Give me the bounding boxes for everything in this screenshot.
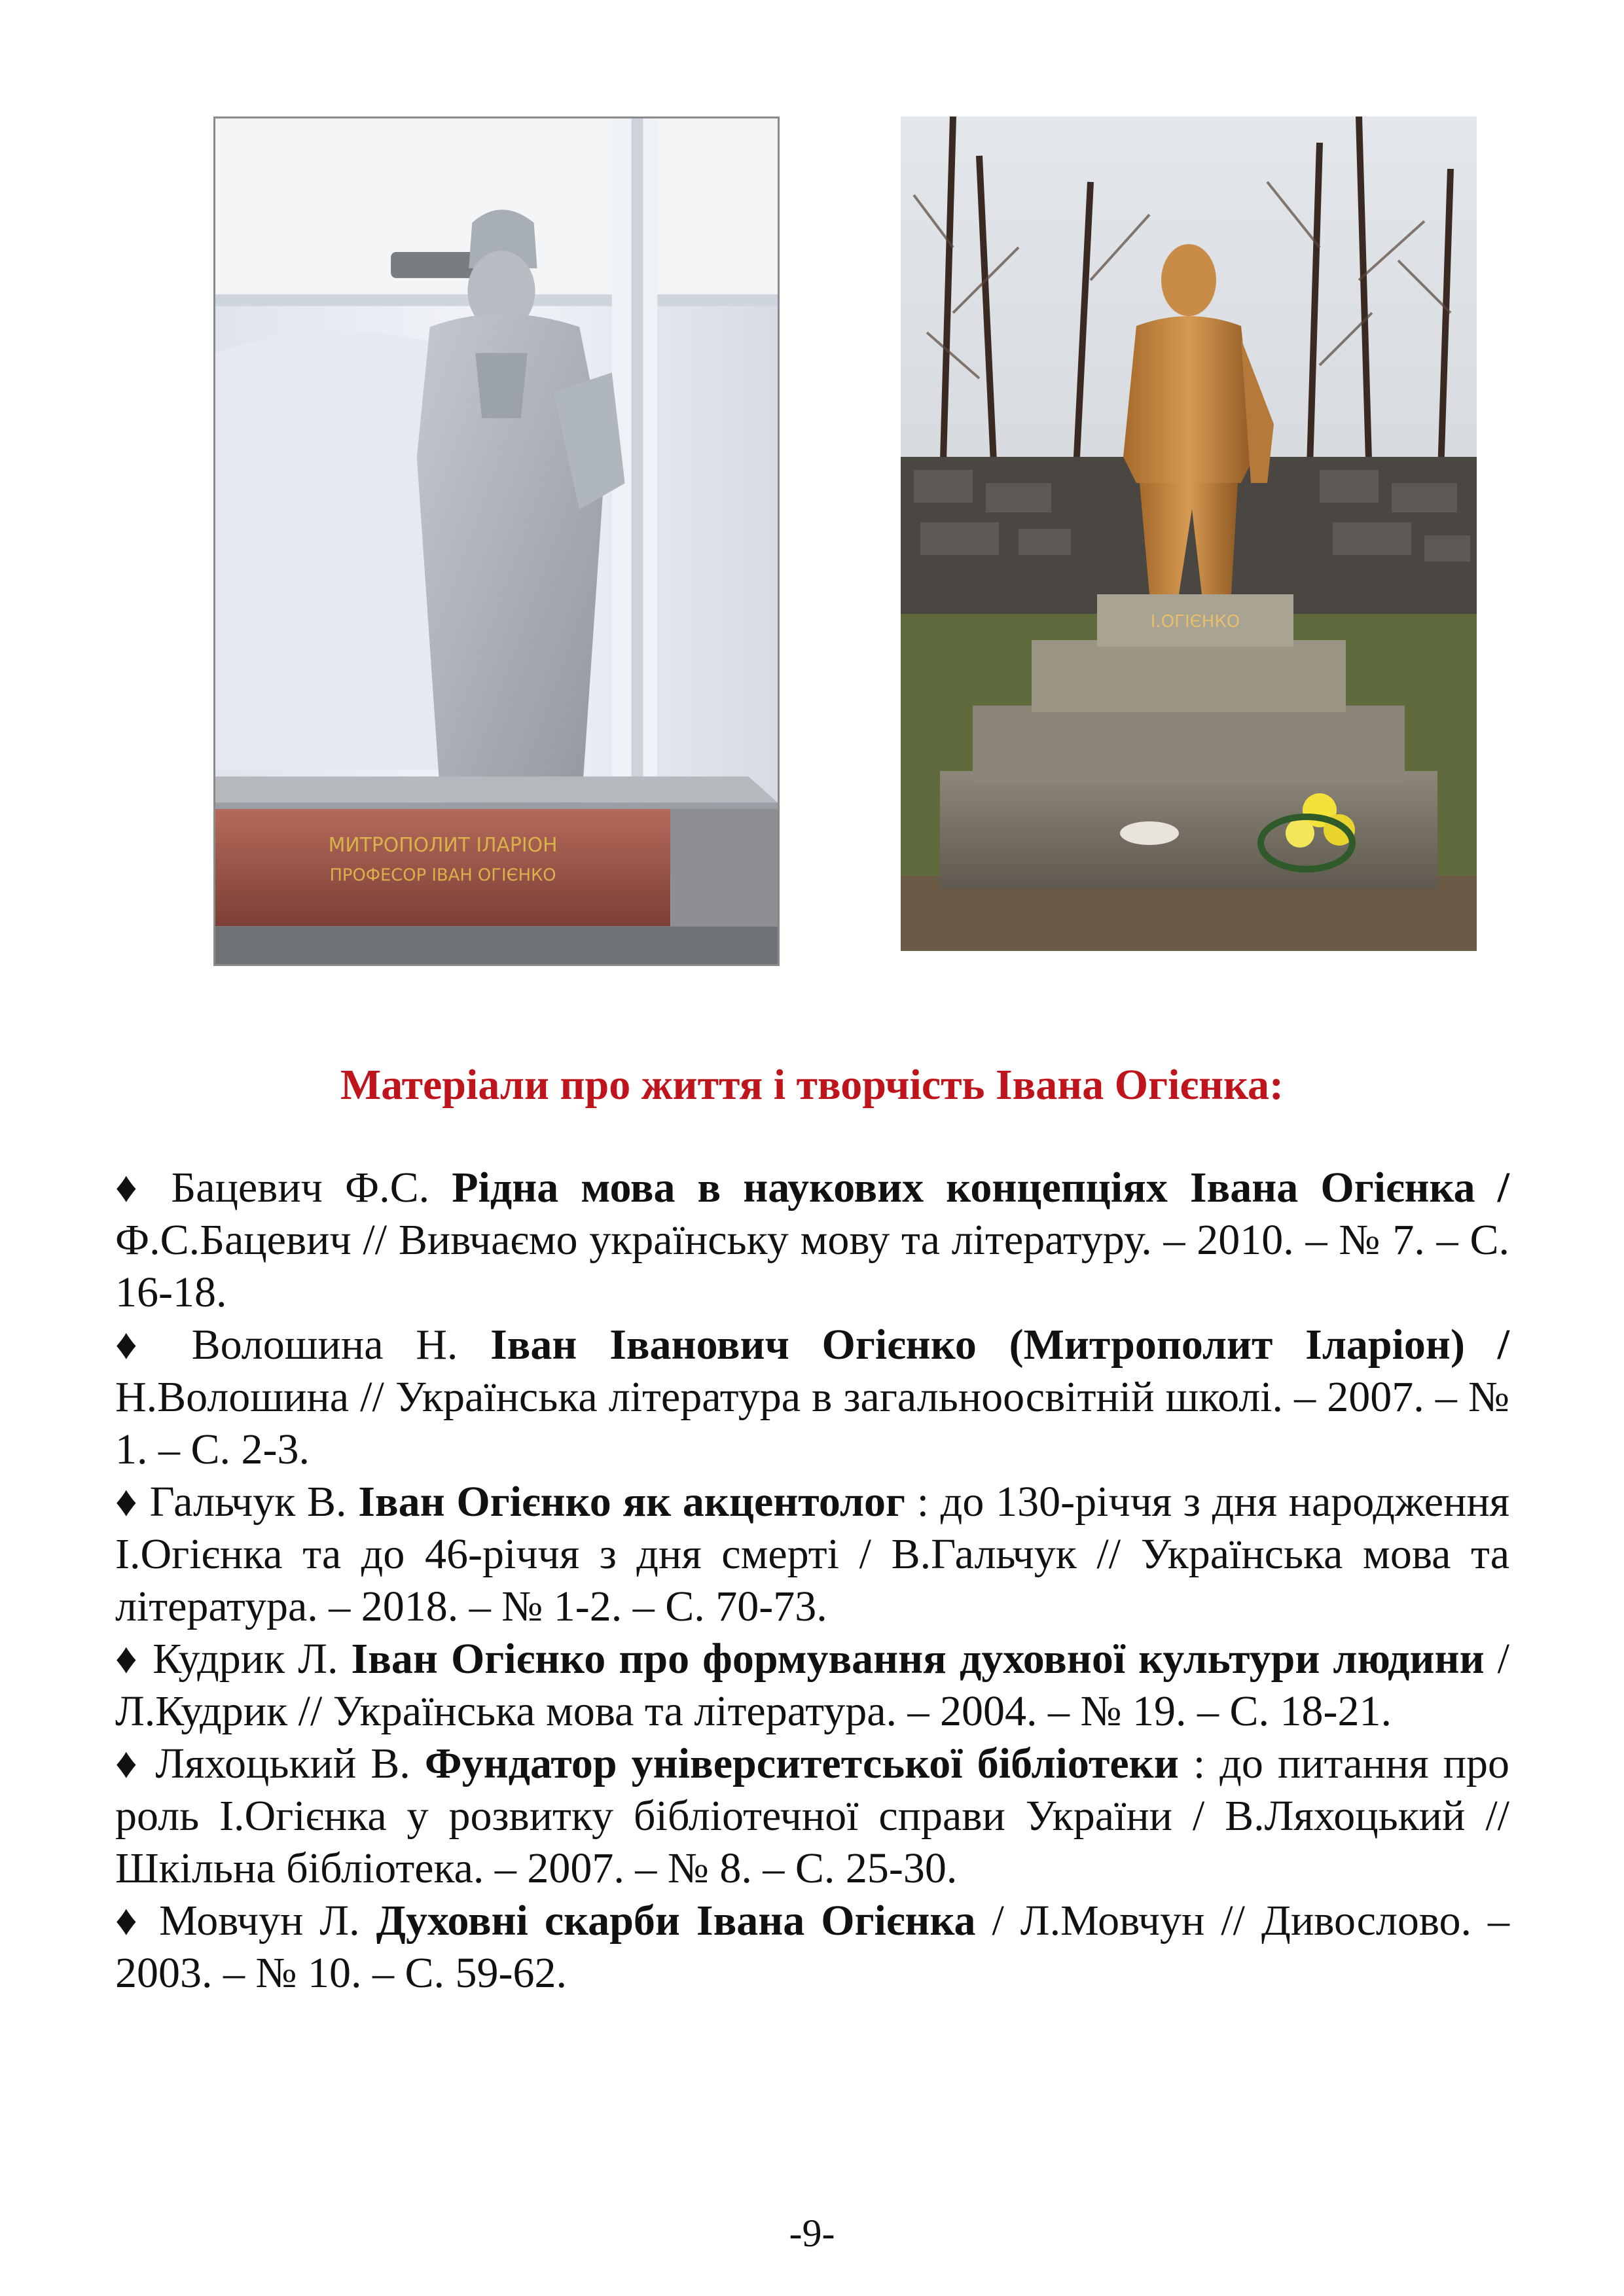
bullet-icon: ♦: [115, 1321, 159, 1369]
section-heading: Матеріали про життя і творчість Івана Огієнка:: [340, 1061, 1284, 1109]
bullet-icon: ♦: [115, 1740, 141, 1787]
entry-author: Мовчун Л.: [159, 1897, 360, 1945]
pedestal-inscription-line2: ПРОФЕСОР ІВАН ОГІЄНКО: [329, 865, 556, 886]
bibliography-entry: [115, 1633, 1509, 1738]
entry-author: Кудрик Л.: [153, 1635, 338, 1683]
entry-title: Іван Іванович Огієнко (Митрополит Іларіон) /: [490, 1321, 1509, 1369]
bibliography-entry: [115, 1738, 1509, 1895]
entry-author: Ляхоцький В.: [155, 1740, 410, 1787]
entry-details: Н.Волошина // Українська література в загальноосвітній школі. – 2007. – № 1. – С. 2-3.: [115, 1373, 1509, 1473]
entry-title: Іван Огієнко як акцентолог: [358, 1478, 905, 1526]
entry-details: : до питання про роль І.Огієнка у розвитку бібліотечної справи України / В.Ляхоцький // Шкільна бібліотека. – 2007. – № 8. – С. 25-30.: [115, 1740, 1510, 1892]
entry-title: Фундатор університетської бібліотеки: [424, 1740, 1179, 1787]
bullet-icon: ♦: [115, 1635, 140, 1683]
bullet-icon: ♦: [115, 1478, 138, 1526]
entry-details: / Л.Мовчун // Дивослово. – 2003. – № 10. – С. 59-62.: [115, 1897, 1510, 1997]
monument-photo-ilarion: [213, 117, 780, 966]
bibliography-entry: [115, 1476, 1509, 1633]
entry-author: Волошина Н.: [191, 1321, 458, 1369]
entry-details: / Л.Кудрик // Українська мова та література. – 2004. – № 19. – С. 18-21.: [115, 1635, 1510, 1735]
bullet-icon: ♦: [115, 1164, 149, 1211]
entry-details: Ф.С.Бацевич // Вивчаємо українську мову та літературу. – 2010. – № 7. – С. 16-18.: [115, 1216, 1509, 1316]
pedestal-inscription-line1: МИТРОПОЛИТ ІЛАРІОН: [328, 833, 558, 857]
entry-title: Іван Огієнко про формування духовної культури людини: [351, 1635, 1485, 1683]
bullet-icon: ♦: [115, 1897, 143, 1945]
entry-title: Рідна мова в наукових концепціях Івана Огієнка /: [452, 1164, 1510, 1211]
page-number: -9-: [789, 2212, 835, 2255]
monument-photo-ohiienko: [901, 117, 1477, 951]
pedestal-inscription: І.ОГІЄНКО: [1150, 612, 1240, 632]
entry-details: : до 130-річчя з дня народження І.Огієнка та до 46-річчя з дня смерті / В.Гальчук // Українська мова та література. – 2018. – № 1-2. – С. 70-73.: [115, 1478, 1509, 1630]
entry-title: Духовні скарби Івана Огієнка: [376, 1897, 976, 1945]
bibliography-list: [115, 1162, 1509, 2000]
entry-author: Бацевич Ф.С.: [171, 1164, 430, 1211]
entry-author: Гальчук В.: [149, 1478, 347, 1526]
bibliography-entry: [115, 1319, 1509, 1476]
bibliography-entry: [115, 1895, 1509, 2000]
bibliography-entry: [115, 1162, 1509, 1319]
